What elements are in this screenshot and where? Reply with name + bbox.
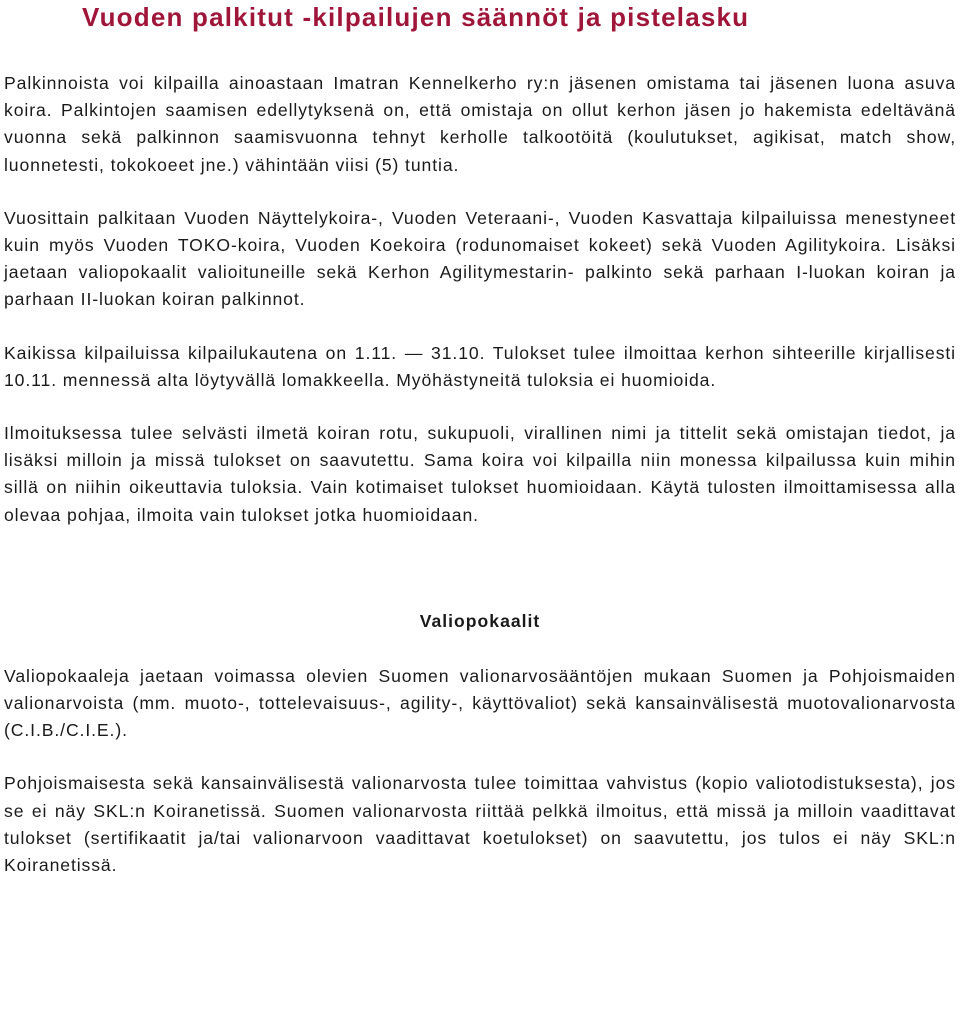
paragraph-reporting: Ilmoituksessa tulee selvästi ilmetä koiran rotu, sukupuoli, virallinen nimi ja tittelit sekä omistajan tiedot, ja lisäksi milloin ja missä tulokset on saavutettu. Sama koira voi kilpailla niin monessa kilpailussa kuin mihin sillä on niihin oikeuttavia tuloksia. Vain kotimaiset tulokset huomioidaan. Käytä tulosten ilmoittamisessa alla olevaa pohjaa, ilmoita vain tulokset jotka huomioidaan. [4,423,956,525]
document-page [4,0,956,879]
paragraph-champion-trophies: Valiopokaaleja jaetaan voimassa olevien Suomen valionarvosääntöjen mukaan Suomen ja Pohjoismaiden valionarvoista (mm. muoto-, tottelevaisuus-, agility-, käyttövaliot) sekä kansainvälisestä muotovalionarvosta (C.I.B./C.I.E.). [4,665,956,741]
section-heading-valiopokaalit: Valiopokaalit [419,610,541,631]
paragraph-eligibility: Palkinnoista voi kilpailla ainoastaan Imatran Kennelkerho ry:n jäsenen omistama tai jäsenen luona asuva koira. Palkintojen saamisen edellytyksenä on, että omistaja on ollut kerhon jäsen jo hakemista edeltävänä vuonna sekä palkinnon saamisvuonna tehnyt kerholle talkootöitä (koulutukset, agikisat, match show, luonnetesti, tokokoeet jne.) vähintään viisi (5) tuntia. [4,73,956,175]
paragraph-awards: Vuosittain palkitaan Vuoden Näyttelykoira-, Vuoden Veteraani-, Vuoden Kasvattaja kilpailuissa menestyneet kuin myös Vuoden TOKO-koira, Vuoden Koekoira (rodunomaiset kokeet) sekä Vuoden Agilitykoira. Lisäksi jaetaan valiopokaalit valioituneille sekä Kerhon Agilitymestarin- palkinto sekä parhaan I-luokan koiran ja parhaan II-luokan koiran palkinnot. [4,207,956,310]
paragraph-season: Kaikissa kilpailuissa kilpailukautena on 1.11. — 31.10. Tulokset tulee ilmoittaa kerhon sihteerille kirjallisesti 10.11. mennessä alta löytyvällä lomakkeella. Myöhästyneitä tuloksia ei huomioida. [4,342,956,390]
paragraph-verification: Pohjoismaisesta sekä kansainvälisestä valionarvosta tulee toimittaa vahvistus (kopio valiotodistuksesta), jos se ei näy SKL:n Koiranetissä. Suomen valionarvosta riittää pelkkä ilmoitus, että missä ja milloin vaadittavat tulokset (sertifikaatit ja/tai valionarvoon vaadittavat koetulokset) on saavutettu, jos tulos ei näy SKL:n Koiranetissä. [4,773,956,876]
page-title: Vuoden palkitut -kilpailujen säännöt ja pistelasku [82,2,750,32]
